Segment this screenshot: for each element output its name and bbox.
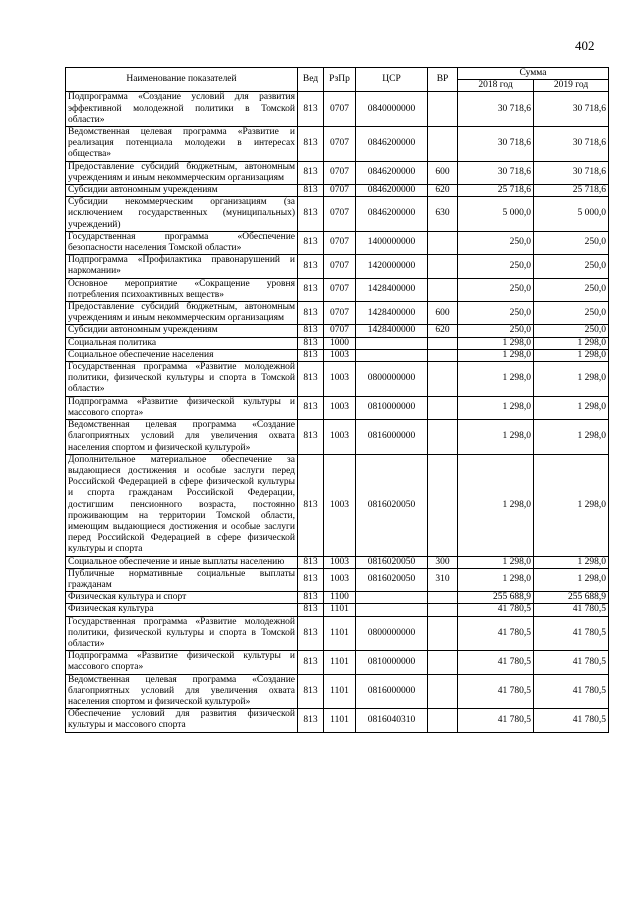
cell-rzpr: 0707	[324, 255, 356, 278]
cell-ved: 813	[298, 255, 324, 278]
cell-rzpr: 0707	[324, 127, 356, 162]
cell-vr	[428, 616, 458, 651]
cell-ved: 813	[298, 197, 324, 232]
cell-y2018: 30 718,6	[458, 161, 534, 184]
header-csr: ЦСР	[356, 68, 428, 92]
cell-y2018: 1 298,0	[458, 337, 534, 349]
cell-name: Субсидии некоммерческим организациям (за исключением государственных (муниципальных) учреждений)	[66, 197, 298, 232]
cell-y2018: 250,0	[458, 325, 534, 337]
cell-name: Социальное обеспечение и иные выплаты населению	[66, 556, 298, 568]
cell-vr: 630	[428, 197, 458, 232]
cell-y2018: 30 718,6	[458, 127, 534, 162]
cell-y2018: 250,0	[458, 302, 534, 325]
cell-rzpr: 0707	[324, 231, 356, 254]
cell-vr: 620	[428, 325, 458, 337]
cell-rzpr: 0707	[324, 278, 356, 301]
table-row	[66, 161, 609, 184]
cell-name: Физическая культура и спорт	[66, 592, 298, 604]
table-row	[66, 231, 609, 254]
cell-ved: 813	[298, 420, 324, 455]
cell-name: Подпрограмма «Развитие физической культуры и массового спорта»	[66, 651, 298, 674]
cell-vr	[428, 651, 458, 674]
page-number: 402	[575, 38, 595, 53]
cell-vr	[428, 396, 458, 419]
cell-y2019: 5 000,0	[534, 197, 609, 232]
cell-name: Ведомственная целевая программа «Создание благоприятных условий для увеличения охвата населения спортом и физической культурой»	[66, 420, 298, 455]
cell-y2019: 1 298,0	[534, 349, 609, 361]
cell-ved: 813	[298, 396, 324, 419]
cell-ved: 813	[298, 568, 324, 591]
header-name: Наименование показателей	[66, 68, 298, 92]
cell-csr: 0816000000	[356, 420, 428, 455]
cell-name: Государственная программа «Развитие молодежной политики, физической культуры и спорта в Томской области»	[66, 362, 298, 397]
table-row	[66, 255, 609, 278]
cell-y2018: 255 688,9	[458, 592, 534, 604]
cell-rzpr: 1101	[324, 651, 356, 674]
cell-vr	[428, 454, 458, 556]
cell-csr	[356, 592, 428, 604]
cell-ved: 813	[298, 709, 324, 732]
cell-y2018: 1 298,0	[458, 568, 534, 591]
cell-y2019: 1 298,0	[534, 568, 609, 591]
cell-name: Основное мероприятие «Сокращение уровня потребления психоактивных веществ»	[66, 278, 298, 301]
cell-name: Подпрограмма «Развитие физической культуры и массового спорта»	[66, 396, 298, 419]
cell-csr: 1428400000	[356, 325, 428, 337]
cell-vr	[428, 709, 458, 732]
cell-rzpr: 0707	[324, 92, 356, 127]
cell-rzpr: 1003	[324, 396, 356, 419]
cell-vr	[428, 278, 458, 301]
table-row	[66, 302, 609, 325]
cell-ved: 813	[298, 325, 324, 337]
cell-vr	[428, 349, 458, 361]
header-2018: 2018 год	[458, 80, 534, 92]
cell-csr: 0840000000	[356, 92, 428, 127]
cell-csr: 1400000000	[356, 231, 428, 254]
cell-ved: 813	[298, 651, 324, 674]
cell-vr	[428, 362, 458, 397]
cell-csr: 0816020050	[356, 568, 428, 591]
cell-vr	[428, 604, 458, 616]
table-row	[66, 568, 609, 591]
cell-ved: 813	[298, 92, 324, 127]
cell-csr: 0816020050	[356, 556, 428, 568]
cell-csr: 0800000000	[356, 616, 428, 651]
cell-vr: 300	[428, 556, 458, 568]
cell-vr	[428, 255, 458, 278]
cell-ved: 813	[298, 278, 324, 301]
header-vr: ВР	[428, 68, 458, 92]
cell-vr	[428, 592, 458, 604]
header-rzpr: РзПр	[324, 68, 356, 92]
cell-vr: 310	[428, 568, 458, 591]
table-row	[66, 127, 609, 162]
cell-csr: 1428400000	[356, 278, 428, 301]
cell-y2018: 41 780,5	[458, 674, 534, 709]
table-row	[66, 616, 609, 651]
cell-rzpr: 1101	[324, 616, 356, 651]
cell-rzpr: 1003	[324, 454, 356, 556]
cell-y2018: 1 298,0	[458, 349, 534, 361]
table-row	[66, 278, 609, 301]
cell-name: Физическая культура	[66, 604, 298, 616]
table-row	[66, 592, 609, 604]
cell-ved: 813	[298, 674, 324, 709]
cell-csr: 0810000000	[356, 396, 428, 419]
table-row	[66, 92, 609, 127]
cell-ved: 813	[298, 231, 324, 254]
cell-ved: 813	[298, 127, 324, 162]
cell-ved: 813	[298, 349, 324, 361]
header-2019: 2019 год	[534, 80, 609, 92]
cell-rzpr: 1100	[324, 592, 356, 604]
cell-y2018: 5 000,0	[458, 197, 534, 232]
cell-y2018: 41 780,5	[458, 709, 534, 732]
cell-csr: 1420000000	[356, 255, 428, 278]
cell-rzpr: 0707	[324, 161, 356, 184]
cell-y2018: 1 298,0	[458, 454, 534, 556]
cell-vr: 600	[428, 302, 458, 325]
cell-csr: 0846200000	[356, 197, 428, 232]
cell-name: Субсидии автономным учреждениям	[66, 325, 298, 337]
cell-y2019: 250,0	[534, 231, 609, 254]
cell-ved: 813	[298, 362, 324, 397]
table-row	[66, 674, 609, 709]
cell-y2019: 250,0	[534, 278, 609, 301]
cell-ved: 813	[298, 302, 324, 325]
cell-name: Социальное обеспечение населения	[66, 349, 298, 361]
cell-y2018: 250,0	[458, 255, 534, 278]
table-row	[66, 197, 609, 232]
cell-y2019: 41 780,5	[534, 651, 609, 674]
cell-csr: 0846200000	[356, 185, 428, 197]
cell-ved: 813	[298, 604, 324, 616]
cell-ved: 813	[298, 454, 324, 556]
cell-rzpr: 1003	[324, 420, 356, 455]
cell-ved: 813	[298, 592, 324, 604]
cell-csr	[356, 349, 428, 361]
table-body	[66, 92, 609, 732]
cell-rzpr: 1101	[324, 709, 356, 732]
cell-vr	[428, 92, 458, 127]
cell-name: Социальная политика	[66, 337, 298, 349]
cell-y2019: 1 298,0	[534, 454, 609, 556]
cell-name: Публичные нормативные социальные выплаты гражданам	[66, 568, 298, 591]
cell-csr: 0846200000	[356, 127, 428, 162]
cell-csr	[356, 604, 428, 616]
cell-y2019: 25 718,6	[534, 185, 609, 197]
cell-y2019: 1 298,0	[534, 396, 609, 419]
cell-ved: 813	[298, 556, 324, 568]
cell-rzpr: 1101	[324, 674, 356, 709]
cell-name: Подпрограмма «Создание условий для развития эффективной молодежной политики в Томской области»	[66, 92, 298, 127]
table-row	[66, 325, 609, 337]
cell-y2018: 1 298,0	[458, 396, 534, 419]
cell-vr: 600	[428, 161, 458, 184]
cell-name: Предоставление субсидий бюджетным, автономным учреждениям и иным некоммерческим организациям	[66, 161, 298, 184]
cell-name: Государственная программа «Развитие молодежной политики, физической культуры и спорта в Томской области»	[66, 616, 298, 651]
cell-rzpr: 1003	[324, 568, 356, 591]
cell-y2018: 250,0	[458, 278, 534, 301]
cell-rzpr: 1003	[324, 556, 356, 568]
cell-csr	[356, 337, 428, 349]
cell-csr: 0846200000	[356, 161, 428, 184]
cell-ved: 813	[298, 185, 324, 197]
cell-vr	[428, 674, 458, 709]
cell-ved: 813	[298, 337, 324, 349]
cell-y2019: 1 298,0	[534, 362, 609, 397]
table-row	[66, 337, 609, 349]
cell-y2018: 1 298,0	[458, 362, 534, 397]
table-row	[66, 420, 609, 455]
cell-name: Ведомственная целевая программа «Развитие и реализация потенциала молодежи в интересах общества»	[66, 127, 298, 162]
table-row	[66, 349, 609, 361]
cell-rzpr: 0707	[324, 325, 356, 337]
cell-y2019: 1 298,0	[534, 556, 609, 568]
cell-name: Ведомственная целевая программа «Создание благоприятных условий для увеличения охвата населения спортом и физической культурой»	[66, 674, 298, 709]
cell-y2018: 41 780,5	[458, 616, 534, 651]
cell-vr	[428, 337, 458, 349]
table-row	[66, 651, 609, 674]
cell-y2019: 41 780,5	[534, 709, 609, 732]
cell-y2019: 1 298,0	[534, 337, 609, 349]
cell-csr: 0810000000	[356, 651, 428, 674]
cell-name: Субсидии автономным учреждениям	[66, 185, 298, 197]
cell-y2018: 25 718,6	[458, 185, 534, 197]
cell-y2019: 30 718,6	[534, 92, 609, 127]
cell-y2019: 41 780,5	[534, 616, 609, 651]
cell-rzpr: 1003	[324, 362, 356, 397]
table-row	[66, 185, 609, 197]
cell-rzpr: 1101	[324, 604, 356, 616]
cell-y2018: 1 298,0	[458, 556, 534, 568]
cell-y2018: 1 298,0	[458, 420, 534, 455]
table-row	[66, 604, 609, 616]
cell-y2019: 41 780,5	[534, 604, 609, 616]
table-row	[66, 396, 609, 419]
cell-csr: 1428400000	[356, 302, 428, 325]
cell-y2019: 250,0	[534, 325, 609, 337]
cell-rzpr: 0707	[324, 302, 356, 325]
cell-y2018: 30 718,6	[458, 92, 534, 127]
cell-vr: 620	[428, 185, 458, 197]
cell-y2019: 30 718,6	[534, 161, 609, 184]
cell-name: Обеспечение условий для развития физической культуры и массового спорта	[66, 709, 298, 732]
cell-csr: 0800000000	[356, 362, 428, 397]
cell-y2019: 30 718,6	[534, 127, 609, 162]
table-row	[66, 556, 609, 568]
cell-y2019: 1 298,0	[534, 420, 609, 455]
header-sum: Сумма	[458, 68, 609, 80]
cell-y2018: 41 780,5	[458, 651, 534, 674]
cell-y2019: 41 780,5	[534, 674, 609, 709]
cell-name: Предоставление субсидий бюджетным, автономным учреждениям и иным некоммерческим организациям	[66, 302, 298, 325]
header-ved: Вед	[298, 68, 324, 92]
table-row	[66, 454, 609, 556]
cell-vr	[428, 127, 458, 162]
table-row	[66, 709, 609, 732]
cell-csr: 0816020050	[356, 454, 428, 556]
table-row	[66, 362, 609, 397]
cell-ved: 813	[298, 616, 324, 651]
cell-y2019: 250,0	[534, 255, 609, 278]
cell-y2019: 255 688,9	[534, 592, 609, 604]
cell-csr: 0816040310	[356, 709, 428, 732]
cell-rzpr: 0707	[324, 185, 356, 197]
budget-table	[65, 67, 609, 733]
cell-vr	[428, 420, 458, 455]
cell-name: Подпрограмма «Профилактика правонарушений и наркомании»	[66, 255, 298, 278]
cell-name: Дополнительное материальное обеспечение за выдающиеся достижения и особые заслуги перед Российской Федерацией в сфере физической культуры и спорта гражданам Российской Федерации, достигшим пенсионного возраста, постоянно проживающим на территории Томской области, имеющим выдающиеся достижения и особые заслуги перед Российской Федерацией в сфере физической культуры и спорта	[66, 454, 298, 556]
cell-y2018: 41 780,5	[458, 604, 534, 616]
cell-name: Государственная программа «Обеспечение безопасности населения Томской области»	[66, 231, 298, 254]
cell-rzpr: 0707	[324, 197, 356, 232]
cell-y2018: 250,0	[458, 231, 534, 254]
cell-y2019: 250,0	[534, 302, 609, 325]
cell-rzpr: 1003	[324, 349, 356, 361]
cell-vr	[428, 231, 458, 254]
cell-csr: 0816000000	[356, 674, 428, 709]
cell-rzpr: 1000	[324, 337, 356, 349]
cell-ved: 813	[298, 161, 324, 184]
